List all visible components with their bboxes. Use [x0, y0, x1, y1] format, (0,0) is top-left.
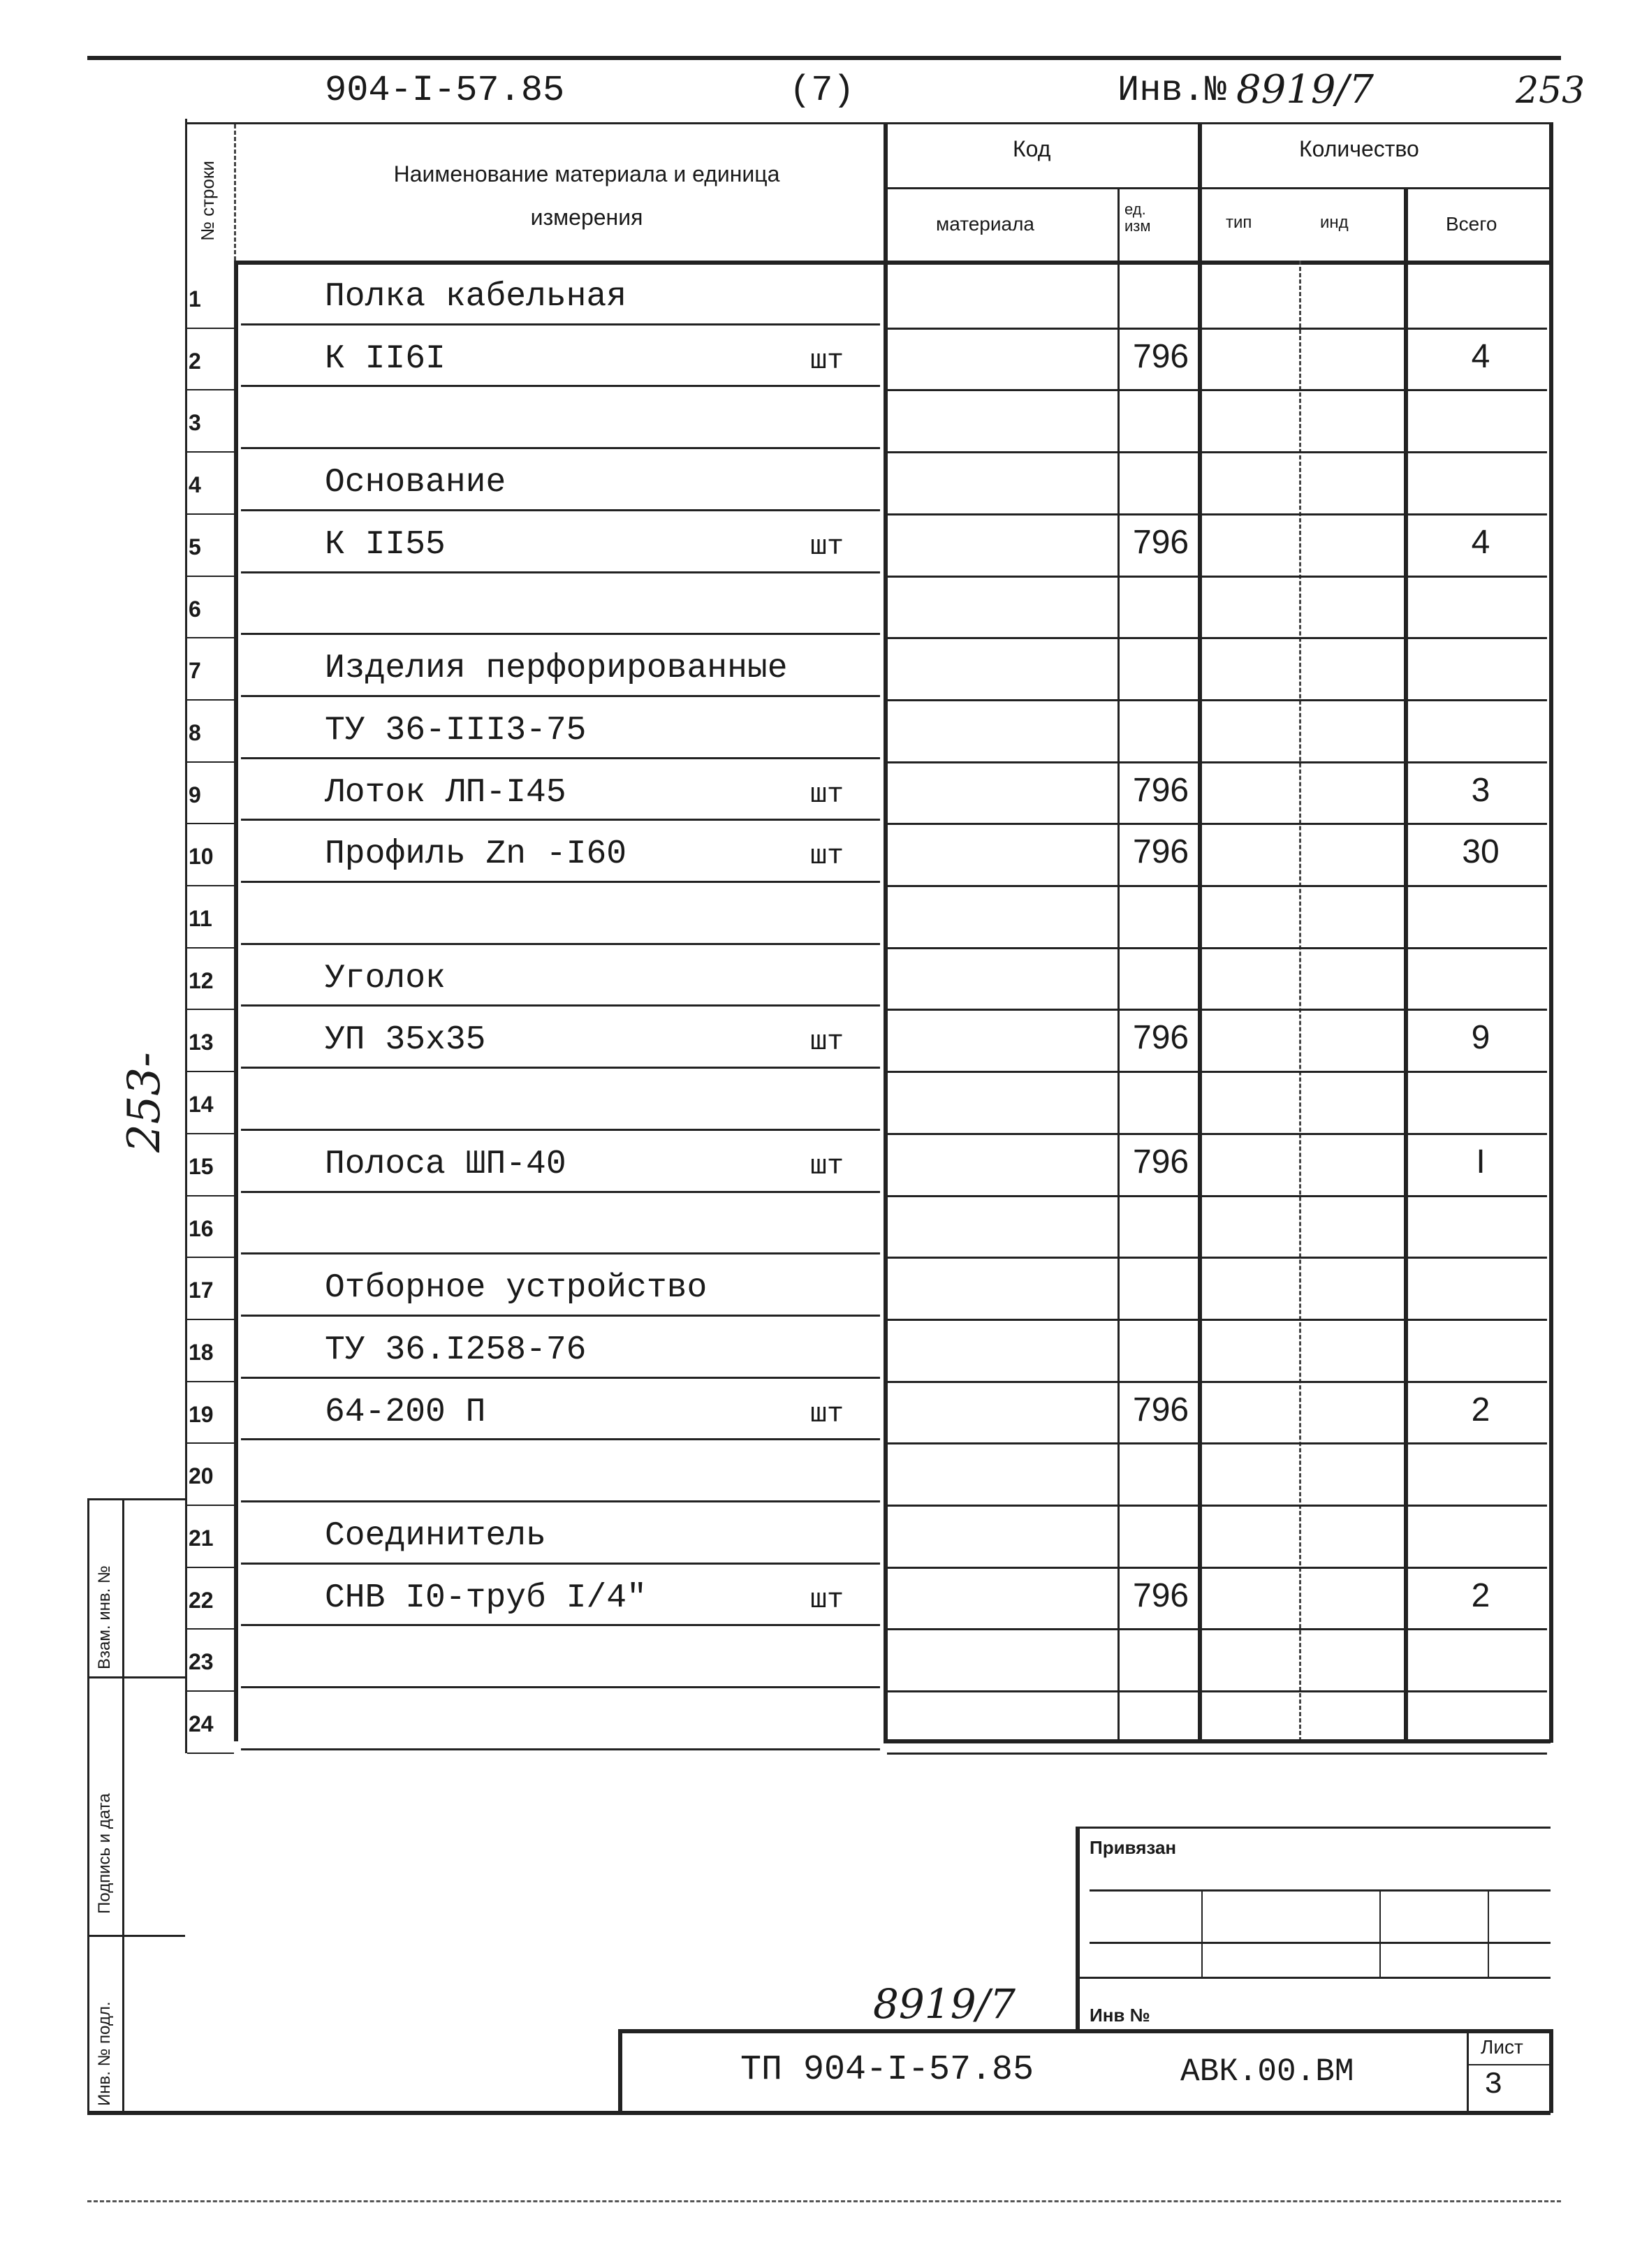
row-number: 11 [189, 906, 212, 931]
row-no-header: № строки [197, 161, 218, 241]
code-row-line [887, 1567, 1547, 1569]
privyazan-label: Привязан [1090, 1837, 1177, 1858]
name-row-line [241, 1252, 880, 1254]
code-qty-line [1198, 124, 1202, 1741]
code-row-line [887, 576, 1547, 578]
stamp-vzam: Взам. инв. № [95, 1565, 114, 1669]
material-name: Соединитель [325, 1517, 546, 1555]
row-number: 13 [189, 1030, 214, 1055]
material-name: Изделия перфорированные [325, 650, 788, 688]
row-number: 7 [189, 658, 201, 684]
code-unit-header: ед. изм [1124, 200, 1151, 235]
rowno-divider [187, 1071, 234, 1072]
rowno-divider [187, 761, 234, 763]
rowno-divider [187, 1567, 234, 1568]
rowno-divider [187, 947, 234, 949]
name-row-line [241, 1191, 880, 1193]
rowno-divider [187, 823, 234, 824]
row-number: 10 [189, 844, 214, 870]
bottom-edge [87, 2200, 1561, 2202]
quantity-total: 9 [1471, 1019, 1490, 1057]
name-row-line [241, 1067, 880, 1069]
name-row-line [241, 1563, 880, 1565]
doc-code: 904-I-57.85 [325, 70, 565, 111]
title-block-left [618, 2029, 622, 2113]
material-name: Профиль Zn -I60 [325, 835, 627, 874]
footer-handwritten-inv: 8919/7 [873, 1980, 1016, 2028]
name-column-line [884, 124, 888, 1741]
code-row-line [887, 637, 1547, 639]
unit-of-measure: шт [810, 841, 844, 873]
rowno-divider [187, 451, 234, 453]
privyazan-sep-2 [1379, 1889, 1381, 1977]
sheet-label-line [1467, 2064, 1549, 2065]
rowno-divider [187, 1628, 234, 1630]
quantity-header: Количество [1299, 136, 1419, 161]
code-row-line [887, 328, 1547, 330]
type-ind-line [1299, 261, 1301, 1741]
quantity-total: 3 [1471, 771, 1490, 809]
rowno-sep-header [234, 124, 236, 261]
sheet-number: 3 [1484, 2068, 1503, 2102]
row-number: 24 [189, 1711, 214, 1737]
privyazan-top-line [1076, 1827, 1551, 1829]
row-number: 18 [189, 1339, 214, 1365]
row-number: 16 [189, 1215, 214, 1241]
code-material-header: материала [936, 213, 1034, 235]
privyazan-left-line [1076, 1827, 1080, 2029]
privyazan-line-1 [1090, 1889, 1551, 1892]
unit-of-measure: шт [810, 1584, 844, 1616]
rowno-divider [187, 1195, 234, 1197]
stamp-podpis: Подпись и дата [95, 1793, 114, 1914]
name-row-line [241, 943, 880, 945]
rowno-divider [187, 885, 234, 886]
rowno-divider [187, 1257, 234, 1258]
name-row-line [241, 509, 880, 511]
code-header: Код [1013, 136, 1051, 161]
rowno-divider [187, 1505, 234, 1506]
rowno-divider [187, 1009, 234, 1010]
stamp-inner-border [122, 1498, 124, 2113]
material-name: Уголок [325, 959, 446, 997]
top-rule [87, 56, 1561, 60]
header-sub-line [884, 187, 1551, 189]
row-number: 3 [189, 410, 201, 436]
row-number: 23 [189, 1649, 214, 1675]
row-number: 1 [189, 286, 201, 312]
privyazan-line-3 [1076, 1977, 1551, 1979]
row-number: 20 [189, 1463, 214, 1489]
project-code: ТП 904-I-57.85 [740, 2050, 1034, 2090]
rowno-divider [187, 1753, 234, 1754]
code-row-line [887, 1690, 1547, 1692]
code-row-line [887, 1257, 1547, 1259]
rowno-divider [187, 637, 234, 638]
quantity-total: I [1476, 1143, 1486, 1180]
name-row-line [241, 1377, 880, 1379]
qty-type-header: тип [1226, 213, 1252, 232]
row-number: 4 [189, 472, 201, 498]
name-row-line [241, 881, 880, 883]
privyazan-sep-1 [1201, 1889, 1203, 1977]
doc-mark: АВК.00.ВМ [1180, 2054, 1354, 2090]
name-row-line [241, 1624, 880, 1626]
name-row-line [241, 1315, 880, 1317]
title-block-top [618, 2029, 1551, 2033]
code-row-line [887, 1133, 1547, 1135]
code-row-line [887, 1442, 1547, 1444]
unit-of-measure: шт [810, 1398, 844, 1431]
unit-code: 796 [1133, 1576, 1189, 1614]
sheet-label: Лист [1481, 2036, 1523, 2058]
code-row-line [887, 699, 1547, 701]
code-row-line [887, 513, 1547, 515]
material-name: Отборное устройство [325, 1269, 708, 1308]
material-name: УП 35х35 [325, 1021, 486, 1060]
name-row-line [241, 385, 880, 387]
rowno-divider [187, 1381, 234, 1382]
unit-code: 796 [1133, 771, 1189, 809]
material-name: К II55 [325, 525, 446, 564]
rowno-divider [187, 389, 234, 390]
rowno-divider [187, 576, 234, 577]
row-number: 19 [189, 1401, 214, 1427]
code-row-line [887, 1071, 1547, 1073]
name-row-line [241, 757, 880, 759]
material-name: СНВ I0-труб I/4" [325, 1579, 647, 1617]
table-bottom-line [884, 1739, 1551, 1743]
qty-total-header: Всего [1446, 213, 1497, 235]
rowno-divider [187, 1690, 234, 1692]
material-name: Лоток ЛП-I45 [325, 773, 566, 812]
name-row-line [241, 1748, 880, 1750]
rowno-divider [187, 699, 234, 701]
title-block-bottom [87, 2111, 1551, 2115]
right-border [1549, 122, 1553, 1743]
row-number: 8 [189, 719, 201, 745]
unit-code: 796 [1133, 1391, 1189, 1428]
name-row-line [241, 571, 880, 573]
name-row-line [241, 1129, 880, 1131]
material-name: К II6I [325, 339, 446, 378]
name-row-line [241, 1500, 880, 1502]
unit-code: 796 [1133, 1143, 1189, 1180]
unit-code: 796 [1133, 1019, 1189, 1057]
copy-number: (7) [789, 70, 855, 111]
stamp-inv-podl: Инв. № подл. [95, 2001, 114, 2106]
quantity-total: 4 [1471, 337, 1490, 375]
privyazan-sep-3 [1488, 1889, 1489, 1977]
row-number: 17 [189, 1278, 214, 1303]
row-number: 15 [189, 1153, 214, 1179]
material-name: 64-200 П [325, 1393, 486, 1431]
rowno-divider [187, 1442, 234, 1444]
inv-label: Инв.№ [1117, 70, 1227, 111]
quantity-total: 2 [1471, 1391, 1490, 1428]
material-name: Основание [325, 464, 506, 502]
unit-of-measure: шт [810, 345, 844, 377]
unit-code: 796 [1133, 337, 1189, 375]
name-row-line [241, 447, 880, 449]
quantity-total: 30 [1462, 833, 1500, 871]
row-number: 2 [189, 348, 201, 374]
ind-total-line [1404, 187, 1408, 1741]
code-row-line [887, 1009, 1547, 1011]
code-row-line [887, 947, 1547, 949]
name-header: Наименование материала и единица измерения [393, 161, 780, 230]
privyazan-line-2 [1090, 1942, 1551, 1944]
stamp-line-1 [87, 1676, 185, 1678]
quantity-total: 2 [1471, 1576, 1490, 1614]
rowno-divider [187, 1319, 234, 1320]
stamp-line-2 [87, 1935, 185, 1937]
row-number: 9 [189, 782, 201, 807]
unit-of-measure: шт [810, 531, 844, 563]
name-row-line [241, 695, 880, 697]
margin-page-number: 253- [119, 1052, 170, 1153]
code-row-line [887, 389, 1547, 391]
left-border [185, 119, 187, 1753]
stamp-top-line [87, 1498, 185, 1500]
code-row-line [887, 761, 1547, 763]
code-row-line [887, 1505, 1547, 1507]
row-number: 21 [189, 1526, 214, 1551]
row-number: 22 [189, 1587, 214, 1613]
sheet-sep [1467, 2029, 1469, 2113]
stamp-left-border [87, 1498, 89, 2113]
code-row-line [887, 1381, 1547, 1383]
unit-of-measure: шт [810, 779, 844, 811]
name-row-line [241, 323, 880, 325]
name-row-line [241, 1438, 880, 1440]
unit-of-measure: шт [810, 1150, 844, 1183]
header-bottom-line [234, 261, 1551, 265]
name-row-line [241, 1004, 880, 1007]
unit-of-measure: шт [810, 1027, 844, 1059]
title-block-right [1549, 2029, 1553, 2113]
name-row-line [241, 633, 880, 635]
inv-no-label: Инв № [1090, 2005, 1150, 2026]
inv-number: 8919/7 [1236, 67, 1375, 112]
code-row-line [887, 451, 1547, 453]
row-number: 12 [189, 967, 214, 993]
code-row-line [887, 823, 1547, 825]
material-name: Полоса ШП-40 [325, 1145, 566, 1183]
rowno-divider [187, 513, 234, 515]
unit-code: 796 [1133, 833, 1189, 871]
material-name: Полка кабельная [325, 278, 627, 316]
code-row-line [887, 1628, 1547, 1630]
page-number: 253 [1516, 70, 1585, 112]
code-row-line [887, 885, 1547, 887]
material-name: ТУ 36-III3-75 [325, 711, 587, 749]
code-row-line [887, 1319, 1547, 1321]
name-row-line [241, 819, 880, 821]
code-material-line [1117, 187, 1120, 1741]
row-number: 6 [189, 596, 201, 622]
name-row-line [241, 1686, 880, 1688]
code-row-line [887, 1753, 1547, 1755]
table-top-line [185, 122, 1551, 124]
code-row-line [887, 1195, 1547, 1197]
rowno-divider [187, 1133, 234, 1134]
qty-ind-header: инд [1320, 213, 1349, 232]
material-name: ТУ 36.I258-76 [325, 1331, 587, 1369]
row-number: 14 [189, 1092, 214, 1118]
row-number: 5 [189, 534, 201, 559]
quantity-total: 4 [1471, 523, 1490, 561]
unit-code: 796 [1133, 523, 1189, 561]
rowno-divider [187, 328, 234, 329]
